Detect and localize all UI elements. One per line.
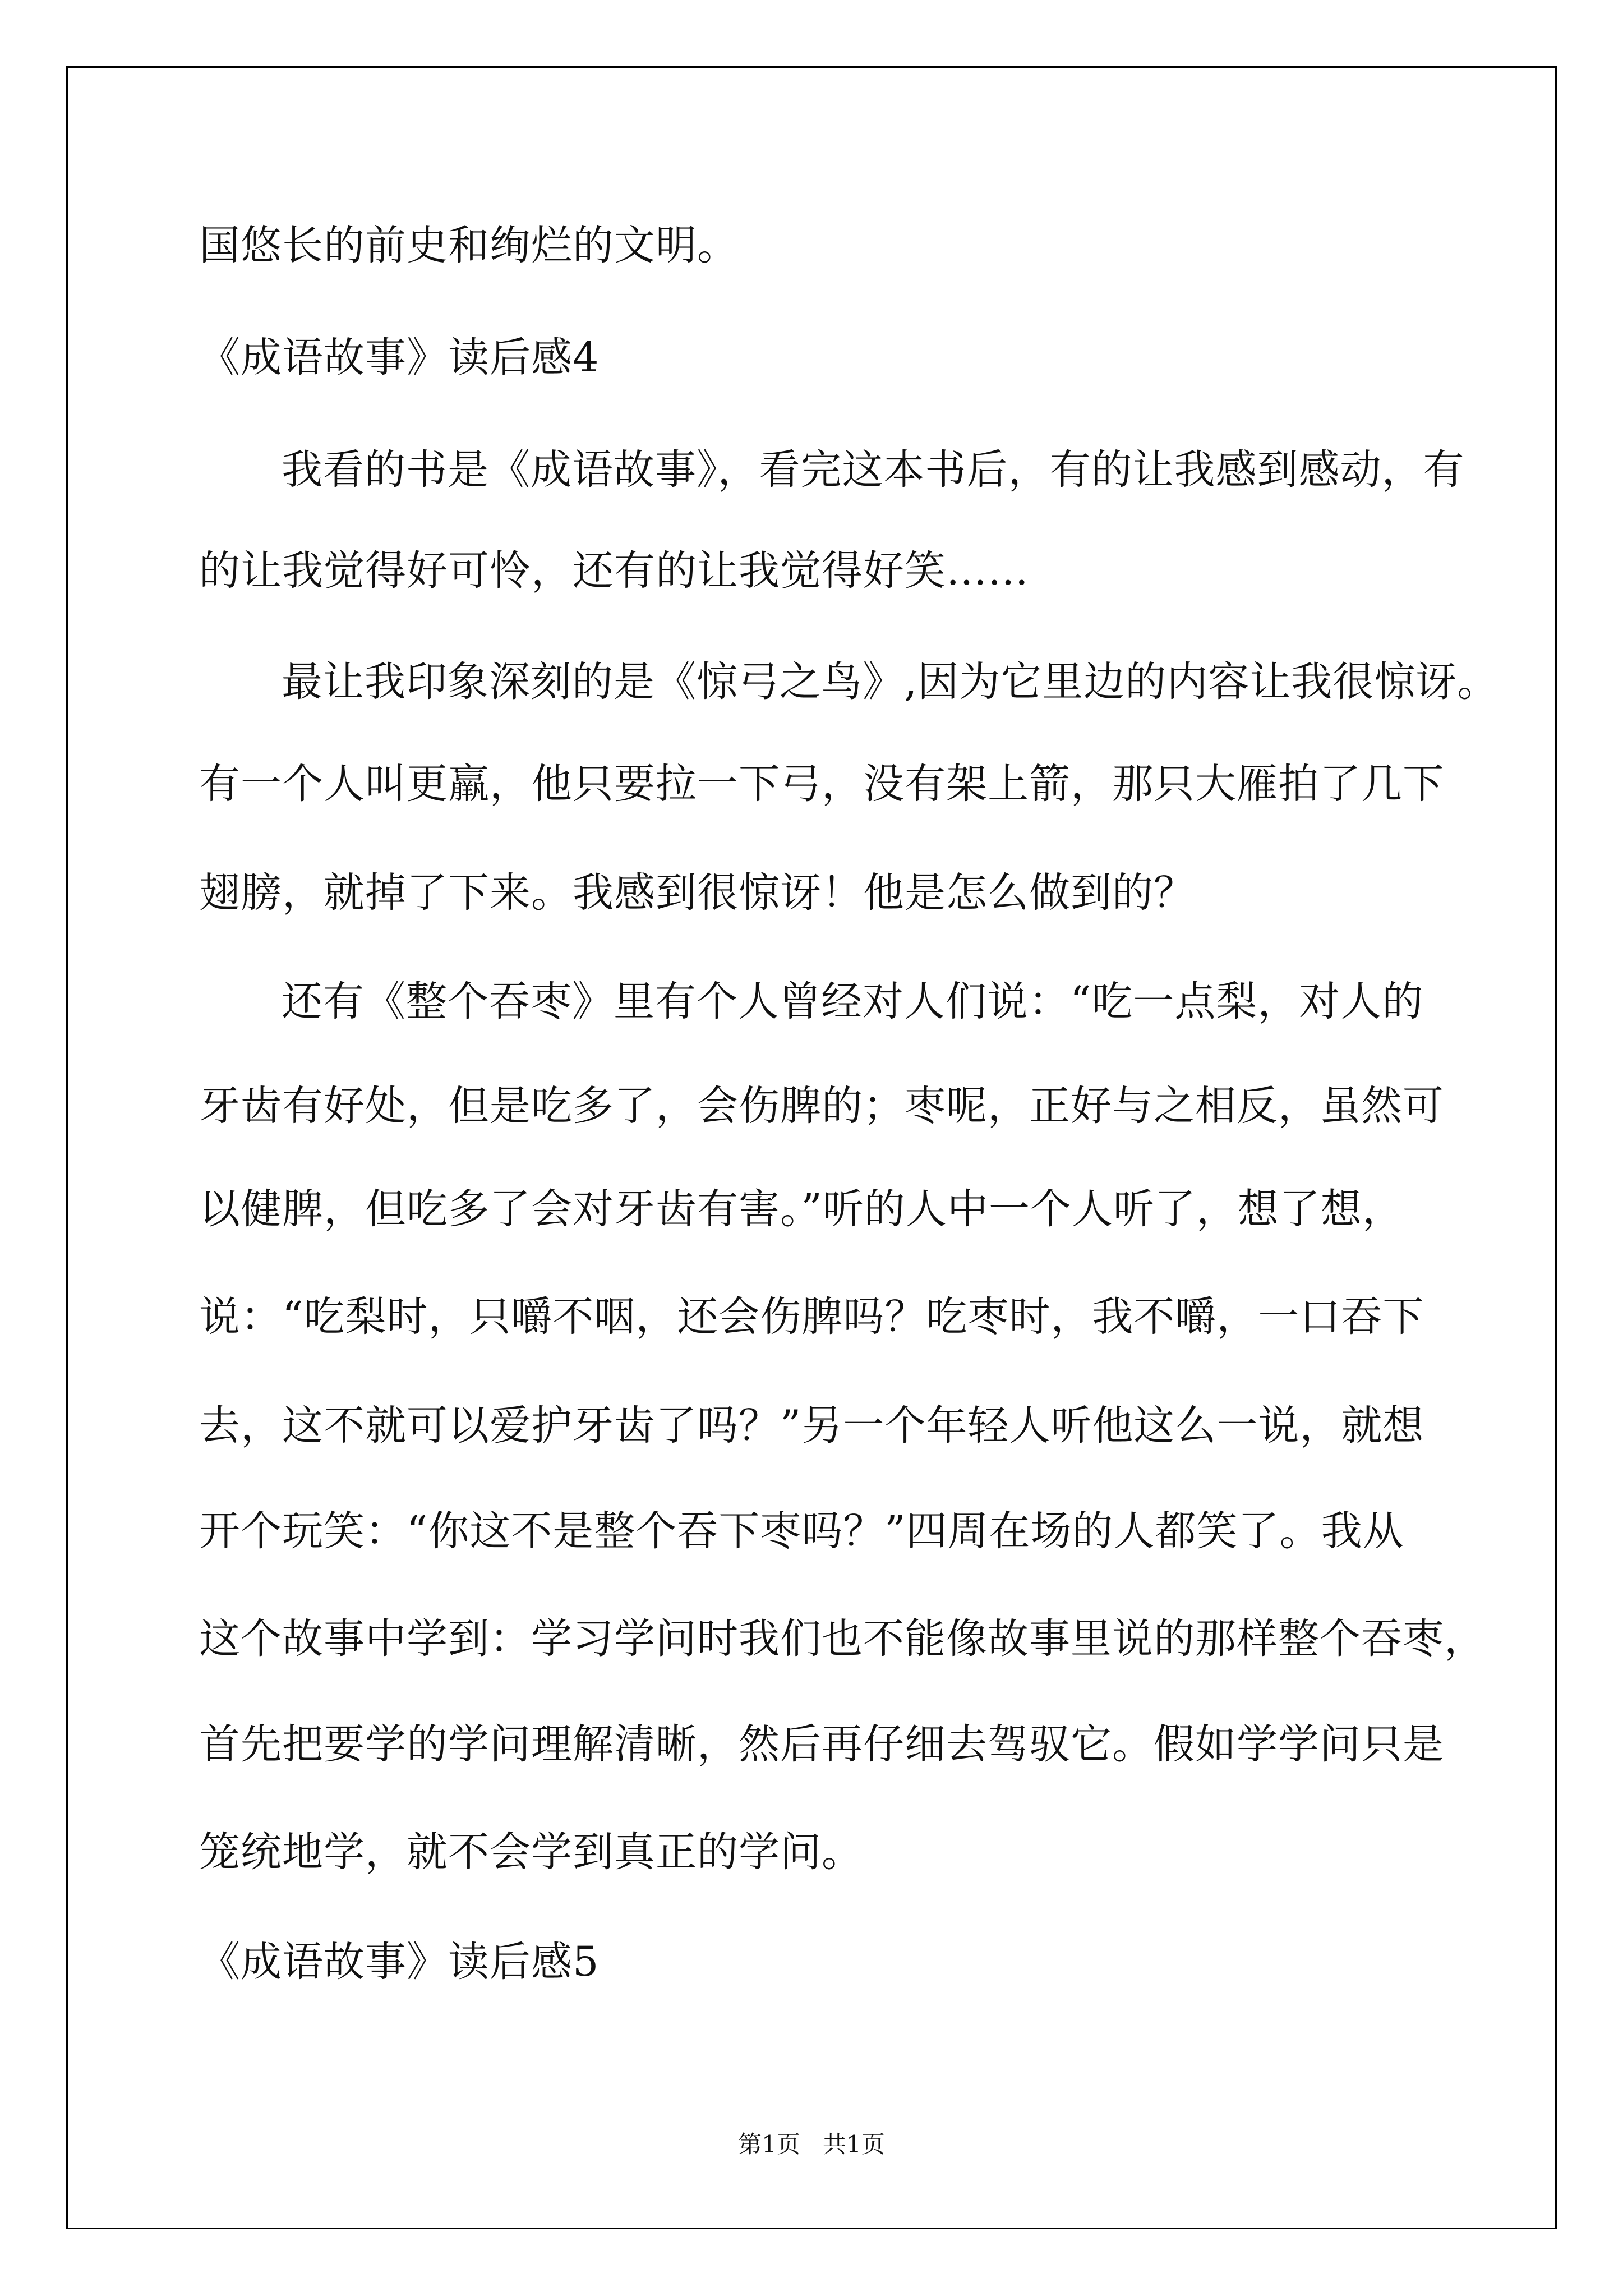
paragraph-line: 去，这不就可以爱护牙齿了吗？”另一个年轻人听他这么一说，就想 — [199, 1402, 1424, 1450]
paragraph-line: 还有《整个吞枣》里有个人曾经对人们说：“吃一点梨，对人的 — [282, 978, 1424, 1025]
paragraph-line: 牙齿有好处，但是吃多了，会伤脾的；枣呢，正好与之相反，虽然可 — [199, 1082, 1444, 1130]
page-border — [66, 66, 1557, 2229]
paragraph-line: 有一个人叫更羸，他只要拉一下弓，没有架上箭，那只大雁拍了几下 — [199, 760, 1444, 808]
paragraph-line: 最让我印象深刻的是《惊弓之鸟》,因为它里边的内容让我很惊讶。 — [282, 658, 1499, 706]
paragraph-line: 以健脾，但吃多了会对牙齿有害。”听的人中一个人听了，想了想， — [199, 1185, 1404, 1233]
text-line: 国悠长的前史和绚烂的文明。 — [199, 222, 739, 269]
section-heading: 《成语故事》读后感4 — [199, 334, 600, 381]
paragraph-line: 说：“吃梨时，只嚼不咽，还会伤脾吗？吃枣时，我不嚼，一口吞下 — [199, 1293, 1424, 1341]
paragraph-line: 开个玩笑：“你这不是整个吞下枣吗？”四周在场的人都笑了。我从 — [199, 1507, 1404, 1555]
paragraph-line: 笼统地学，就不会学到真正的学问。 — [199, 1828, 863, 1876]
paragraph-line: 首先把要学的学问理解清晰，然后再仔细去驾驭它。假如学学问只是 — [199, 1720, 1444, 1768]
paragraph-line: 翅膀，就掉了下来。我感到很惊讶！他是怎么做到的？ — [199, 869, 1195, 917]
paragraph-line: 我看的书是《成语故事》，看完这本书后，有的让我感到感动，有 — [282, 446, 1465, 494]
section-heading: 《成语故事》读后感5 — [199, 1938, 600, 1986]
page-footer: 第1页 共1页 — [738, 2131, 885, 2158]
paragraph-line: 这个故事中学到：学习学问时我们也不能像故事里说的那样整个吞枣， — [199, 1615, 1486, 1663]
paragraph-line: 的让我觉得好可怜，还有的让我觉得好笑…… — [199, 547, 1029, 595]
